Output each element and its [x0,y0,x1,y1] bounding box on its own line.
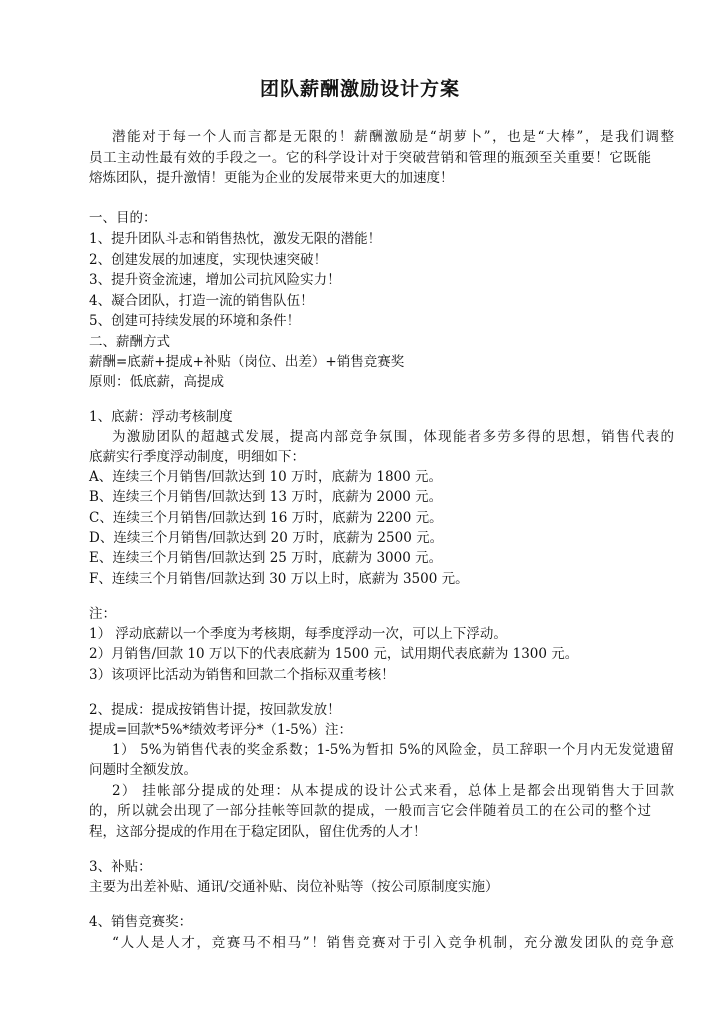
commission-formula: 提成=回款*5%*绩效考评分*（1-5%）注： [89,722,353,738]
commission-note: 的，所以就会出现了一部分挂帐等回款的提成，一般而言它会伴随着员工的在公司的整个过 [89,803,651,819]
list-item: 3、提升资金流速，增加公司抗风险实力！ [89,272,341,288]
commission-note: 问题时全额发放。 [89,762,197,778]
note-item: 2）月销售/回款 10 万以下的代表底薪为 1500 元，试用期代表底薪为 1300 元。 [89,646,579,662]
allowance-desc: 主要为出差补贴、通讯/交通补贴、岗位补贴等（按公司原制度实施） [89,879,499,895]
intro-line: 熔炼团队，提升激情！更能为企业的发展带来更大的加速度！ [89,170,454,186]
intro-line: 员工主动性最有效的手段之一。它的科学设计对于突破营销和管理的瓶颈至关重要！它既能 [89,150,651,166]
list-item: 1、提升团队斗志和销售热忱，激发无限的潜能！ [89,231,382,247]
allowance-heading: 3、补贴： [89,859,152,875]
commission-note: 2） 挂帐部分提成的处理：从本提成的设计公式来看，总体上是都会出现销售大于回款 [112,783,674,799]
salary-tier: C、连续三个月销售/回款达到 16 万时，底薪为 2200 元。 [89,510,443,526]
salary-tier: E、连续三个月销售/回款达到 25 万时，底薪为 3000 元。 [89,550,443,566]
contest-desc: “人人是人才，竞赛马不相马”！销售竞赛对于引入竞争机制，充分激发团队的竞争意 [112,935,674,951]
salary-formula: 薪酬=底薪+提成+补贴（岗位、出差）+销售竞赛奖 [89,354,405,370]
base-salary-heading: 1、底薪：浮动考核制度 [89,409,233,425]
salary-tier: F、连续三个月销售/回款达到 30 万以上时，底薪为 3500 元。 [89,571,469,587]
salary-tier: B、连续三个月销售/回款达到 13 万时，底薪为 2000 元。 [89,489,443,505]
section-heading-salary-method: 二、薪酬方式 [89,334,170,350]
list-item: 5、创建可持续发展的环境和条件！ [89,313,301,329]
note-item: 1） 浮动底薪以一个季度为考核期，每季度浮动一次，可以上下浮动。 [89,626,507,642]
section-heading-purpose: 一、目的： [89,210,157,226]
commission-note: 1） 5%为销售代表的奖金系数；1-5%为暂扣 5%的风险金，员工辞职一个月内无发觉遗留 [112,742,674,758]
commission-note: 程，这部分提成的作用在于稳定团队，留住优秀的人才！ [89,824,427,840]
list-item: 4、凝合团队，打造一流的销售队伍！ [89,293,314,309]
salary-tier: D、连续三个月销售/回款达到 20 万时，底薪为 2500 元。 [89,530,444,546]
note-item: 3）该项评比活动为销售和回款二个指标双重考核！ [89,667,395,683]
base-salary-desc: 底薪实行季度浮动制度，明细如下： [89,449,305,465]
commission-heading: 2、提成：提成按销售计提，按回款发放！ [89,702,341,718]
salary-tier: A、连续三个月销售/回款达到 10 万时，底薪为 1800 元。 [89,469,442,485]
document-title: 团队薪酬激励设计方案 [259,78,460,100]
intro-line: 潜能对于每一个人而言都是无限的！薪酬激励是“胡萝卜”，也是“大棒”，是我们调整 [112,129,674,145]
base-salary-desc: 为激励团队的超越式发展，提高内部竞争氛围，体现能者多劳多得的思想，销售代表的 [112,429,674,445]
salary-principle: 原则：低底薪，高提成 [89,374,224,390]
contest-heading: 4、销售竞赛奖： [89,914,193,930]
notes-heading: 注： [89,606,116,622]
list-item: 2、创建发展的加速度，实现快速突破！ [89,252,328,268]
